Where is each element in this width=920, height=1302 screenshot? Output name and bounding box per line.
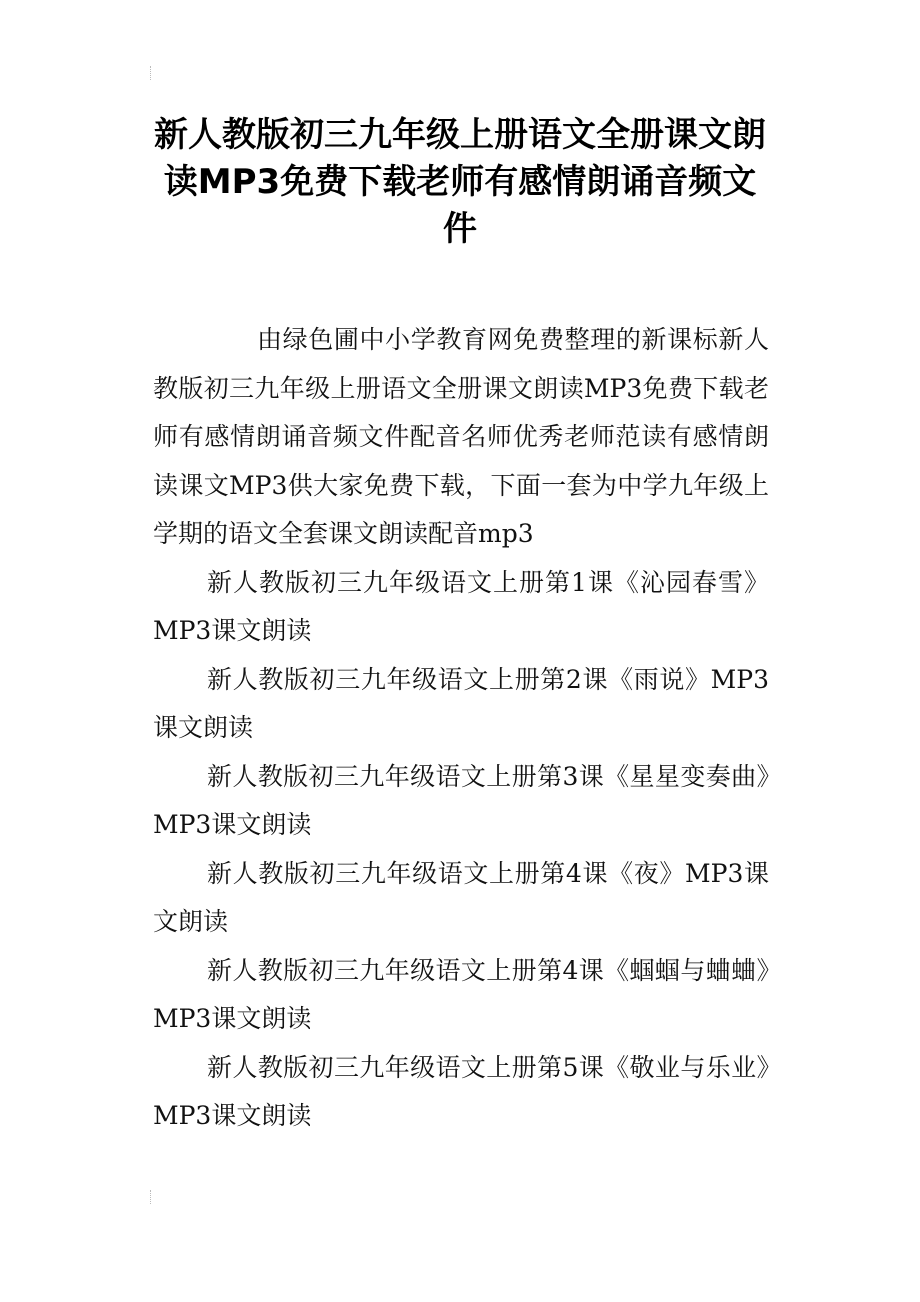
lesson-item: 新人教版初三九年级语文上册第1课《沁园春雪》MP3课文朗读 [153,567,769,645]
lesson-item: 新人教版初三九年级语文上册第2课《雨说》MP3课文朗读 [153,664,769,742]
document-title: 新人教版初三九年级上册语文全册课文朗读MP3免费下载老师有感情朗诵音频文件 [154,115,766,249]
lesson-item: 新人教版初三九年级语文上册第5课《敬业与乐业》MP3课文朗读 [153,1052,769,1130]
page-corner-mark-bottom [150,1190,157,1204]
page-corner-mark-top [150,66,157,80]
lesson-item: 新人教版初三九年级语文上册第4课《蝈蝈与蛐蛐》MP3课文朗读 [153,955,769,1033]
lesson-item: 新人教版初三九年级语文上册第4课《夜》MP3课文朗读 [153,858,769,936]
intro-paragraph: 由绿色圃中小学教育网免费整理的新课标新人教版初三九年级上册语文全册课文朗读MP3免费下载老师有感情朗诵音频文件配音名师优秀老师范读有感情朗读课文MP3供大家免费下载，下面一套为中学九年级上学期的语文全套课文朗读配音mp3 [153,325,769,548]
lesson-item: 新人教版初三九年级语文上册第3课《星星变奏曲》MP3课文朗读 [153,761,769,839]
document-body [153,316,769,1141]
